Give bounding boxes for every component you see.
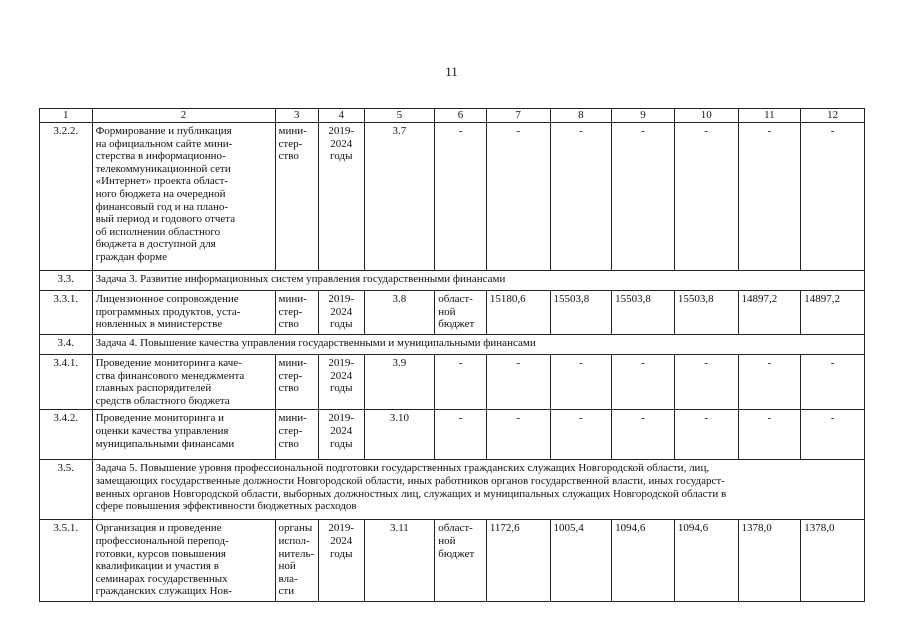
period: 2019- 2024 годы bbox=[319, 123, 364, 271]
period: 2019- 2024 годы bbox=[319, 291, 364, 335]
header-cell: 2 bbox=[92, 109, 275, 123]
year-value: 14897,2 bbox=[738, 291, 801, 335]
year-value: - bbox=[550, 123, 612, 271]
table-body bbox=[40, 109, 865, 602]
funding-source: - bbox=[435, 123, 487, 271]
task-row bbox=[40, 460, 865, 520]
plan-table bbox=[39, 108, 865, 602]
year-value: - bbox=[486, 123, 550, 271]
executor: мини- стер- ство bbox=[275, 355, 318, 410]
year-value: - bbox=[612, 123, 675, 271]
row-number: 3.4. bbox=[40, 335, 93, 355]
indicator-ref: 3.9 bbox=[364, 355, 435, 410]
header-cell: 12 bbox=[801, 109, 865, 123]
year-value: - bbox=[674, 123, 738, 271]
year-value: 1378,0 bbox=[738, 520, 801, 602]
executor: мини- стер- ство bbox=[275, 123, 318, 271]
year-value: 15503,8 bbox=[550, 291, 612, 335]
year-value: - bbox=[801, 355, 865, 410]
period: 2019- 2024 годы bbox=[319, 520, 364, 602]
header-row bbox=[40, 109, 865, 123]
header-cell: 8 bbox=[550, 109, 612, 123]
row-number: 3.5.1. bbox=[40, 520, 93, 602]
year-value: 1094,6 bbox=[612, 520, 675, 602]
year-value: - bbox=[801, 410, 865, 460]
year-value: 14897,2 bbox=[801, 291, 865, 335]
year-value: - bbox=[738, 123, 801, 271]
table-row bbox=[40, 410, 865, 460]
row-number: 3.2.2. bbox=[40, 123, 93, 271]
year-value: 15180,6 bbox=[486, 291, 550, 335]
task-row bbox=[40, 335, 865, 355]
year-value: - bbox=[612, 410, 675, 460]
funding-source: - bbox=[435, 355, 487, 410]
year-value: 15503,8 bbox=[674, 291, 738, 335]
row-number: 3.4.2. bbox=[40, 410, 93, 460]
table-row bbox=[40, 520, 865, 602]
year-value: 1172,6 bbox=[486, 520, 550, 602]
executor: органы испол- нитель- ной вла- сти bbox=[275, 520, 318, 602]
task-title: Задача 4. Повышение качества управления государственными и муниципальными финансами bbox=[92, 335, 864, 355]
row-number: 3.4.1. bbox=[40, 355, 93, 410]
header-cell: 1 bbox=[40, 109, 93, 123]
header-cell: 3 bbox=[275, 109, 318, 123]
table-row bbox=[40, 291, 865, 335]
funding-source: област- ной бюджет bbox=[435, 520, 487, 602]
year-value: - bbox=[674, 355, 738, 410]
activity-name: Проведение мониторинга каче- ства финансового менеджмента главных распорядителей средств областного бюджета bbox=[92, 355, 275, 410]
indicator-ref: 3.11 bbox=[364, 520, 435, 602]
year-value: - bbox=[738, 355, 801, 410]
table-row bbox=[40, 123, 865, 271]
activity-name: Лицензионное сопровождение программных продуктов, уста- новленных в министерстве bbox=[92, 291, 275, 335]
year-value: 1094,6 bbox=[674, 520, 738, 602]
executor: мини- стер- ство bbox=[275, 410, 318, 460]
executor: мини- стер- ство bbox=[275, 291, 318, 335]
header-cell: 7 bbox=[486, 109, 550, 123]
funding-source: област- ной бюджет bbox=[435, 291, 487, 335]
activity-name: Организация и проведение профессиональной перепод- готовки, курсов повышения квалификации и участия в семинарах государственных гражданских служащих Нов- bbox=[92, 520, 275, 602]
year-value: - bbox=[612, 355, 675, 410]
header-cell: 4 bbox=[319, 109, 364, 123]
page-number: 11 bbox=[445, 64, 458, 79]
header-cell: 9 bbox=[612, 109, 675, 123]
period: 2019- 2024 годы bbox=[319, 355, 364, 410]
task-title: Задача 5. Повышение уровня профессиональной подготовки государственных гражданских служащих Новгородской области, лиц, замещающих государственные должности Новгородской области, иных работников органов государственной власти, иных государст- венных органов Новгородской области, выборных должностных лиц, служащих и муниципальных служащих Новгородской области в сфере повышения эффективности бюджетных расходов bbox=[92, 460, 864, 520]
year-value: 15503,8 bbox=[612, 291, 675, 335]
funding-source: - bbox=[435, 410, 487, 460]
year-value: - bbox=[738, 410, 801, 460]
header-cell: 5 bbox=[364, 109, 435, 123]
row-number: 3.3. bbox=[40, 271, 93, 291]
year-value: 1378,0 bbox=[801, 520, 865, 602]
indicator-ref: 3.8 bbox=[364, 291, 435, 335]
year-value: - bbox=[486, 410, 550, 460]
header-cell: 11 bbox=[738, 109, 801, 123]
row-number: 3.5. bbox=[40, 460, 93, 520]
indicator-ref: 3.7 bbox=[364, 123, 435, 271]
year-value: 1005,4 bbox=[550, 520, 612, 602]
header-cell: 10 bbox=[674, 109, 738, 123]
table-row bbox=[40, 355, 865, 410]
activity-name: Проведение мониторинга и оценки качества управления муниципальными финансами bbox=[92, 410, 275, 460]
year-value: - bbox=[550, 410, 612, 460]
task-title: Задача 3. Развитие информационных систем управления государственными финансами bbox=[92, 271, 864, 291]
header-cell: 6 bbox=[435, 109, 487, 123]
year-value: - bbox=[801, 123, 865, 271]
task-row bbox=[40, 271, 865, 291]
row-number: 3.3.1. bbox=[40, 291, 93, 335]
indicator-ref: 3.10 bbox=[364, 410, 435, 460]
period: 2019- 2024 годы bbox=[319, 410, 364, 460]
year-value: - bbox=[550, 355, 612, 410]
activity-name: Формирование и публикация на официальном сайте мини- стерства в информационно- телекоммуникационной сети «Интернет» проекта област- ного бюджета на очередной финансовый год и на плано- вый период и годового отчета об исполнении областного бюджета в доступной для граждан форме bbox=[92, 123, 275, 271]
year-value: - bbox=[674, 410, 738, 460]
year-value: - bbox=[486, 355, 550, 410]
